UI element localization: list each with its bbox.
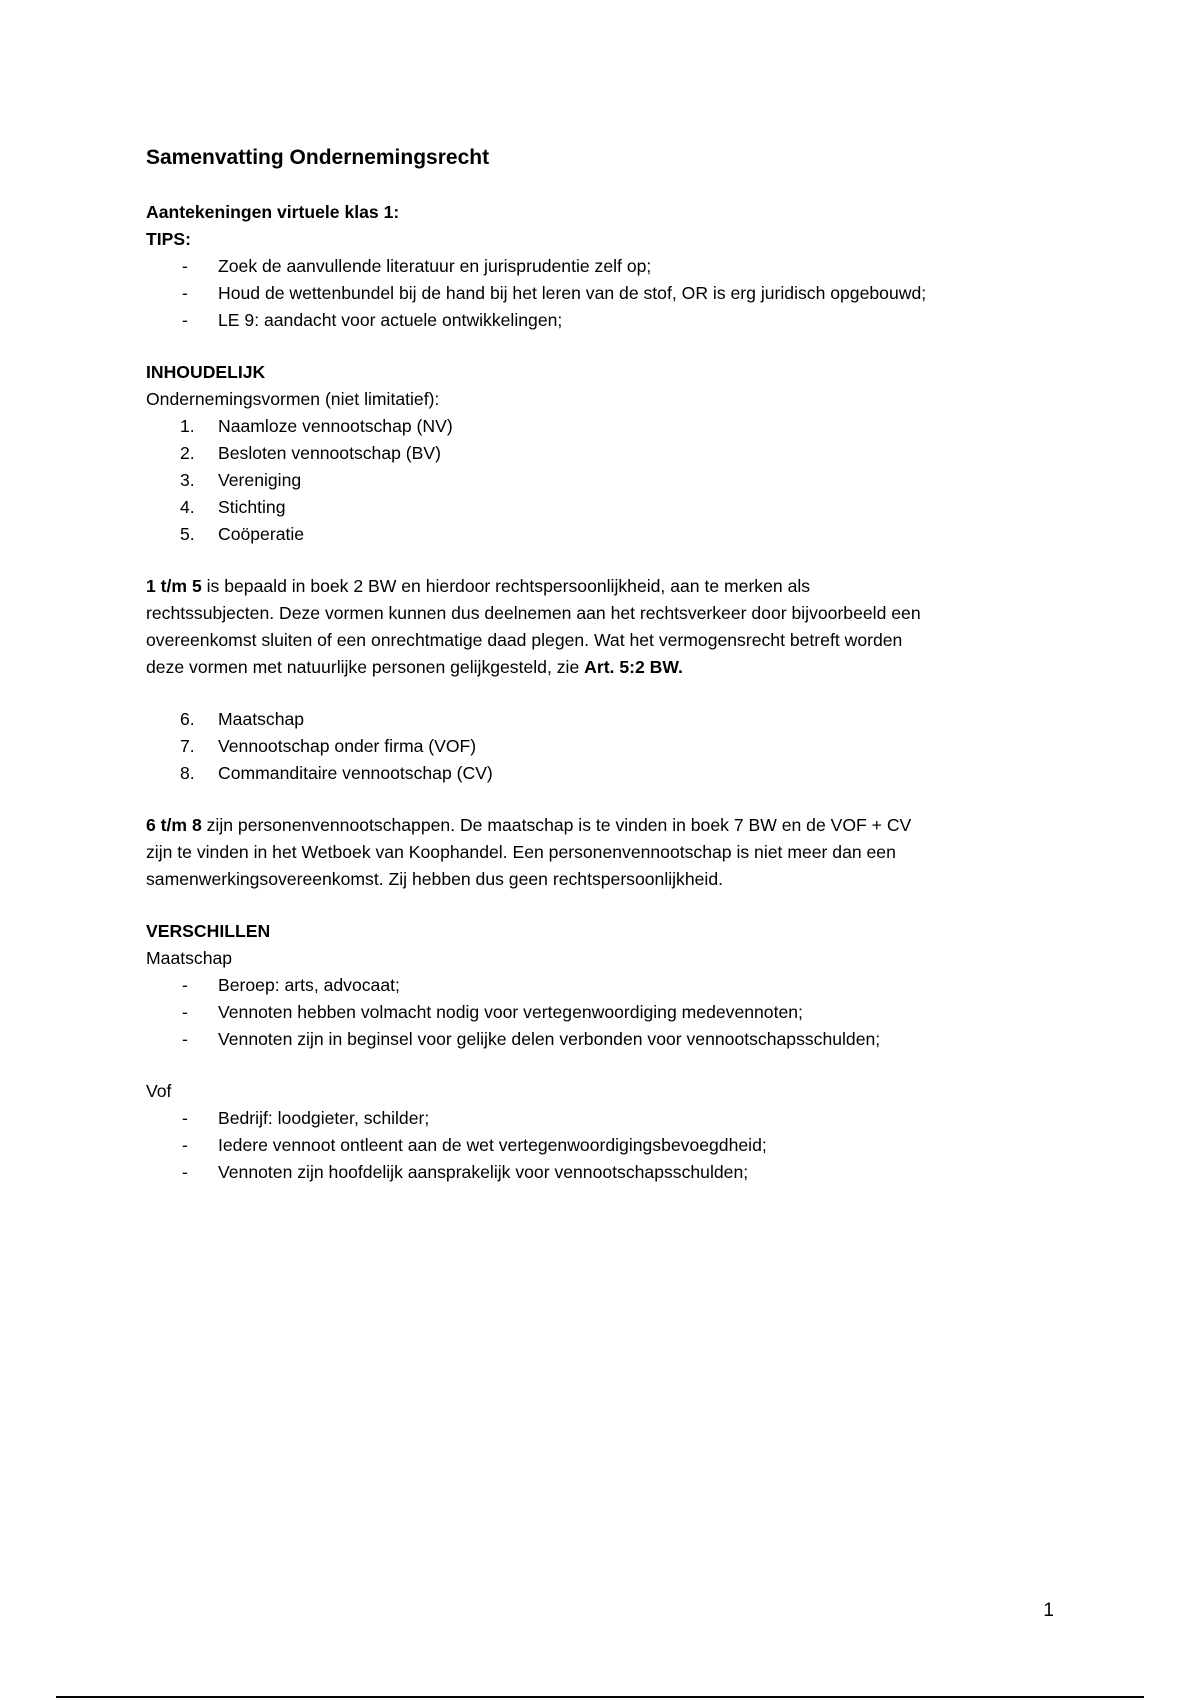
list-number: 5.: [180, 524, 195, 544]
list-item: [146, 521, 1056, 548]
list-item-text: Maatschap: [218, 709, 305, 729]
spacer: [146, 334, 1056, 359]
list-item-text: Vennootschap onder firma (VOF): [218, 736, 477, 756]
dash-marker: -: [182, 283, 188, 303]
tips-heading: TIPS:: [146, 229, 191, 249]
list-item-text: Vennoten hebben volmacht nodig voor vertegenwoordiging medevennoten;: [218, 1002, 803, 1022]
list-item: [146, 972, 1056, 999]
list-item: [146, 253, 1056, 280]
vof-label: Vof: [146, 1081, 172, 1101]
dash-marker: -: [182, 1108, 188, 1128]
paragraph-lead: 6 t/m 8: [146, 815, 202, 835]
dash-marker: -: [182, 1135, 188, 1155]
paragraph-line: rechtssubjecten. Deze vormen kunnen dus deelnemen aan het rechtsverkeer door bijvoorbeeld een: [146, 603, 921, 623]
vof-list: [146, 1105, 1056, 1186]
list-item-text: Beroep: arts, advocaat;: [218, 975, 400, 995]
list-item-text: Bedrijf: loodgieter, schilder;: [218, 1108, 430, 1128]
ondernemingsvormen-list-2: [146, 706, 1056, 787]
paragraph-text: zijn personenvennootschappen. De maatschap is te vinden in boek 7 BW en de VOF + CV: [201, 815, 912, 835]
list-item-text: Vereniging: [218, 470, 302, 490]
inhoudelijk-heading: INHOUDELIJK: [146, 362, 266, 382]
list-item-text: Iedere vennoot ontleent aan de wet vertegenwoordigingsbevoegdheid;: [218, 1135, 767, 1155]
list-item-text: Naamloze vennootschap (NV): [218, 416, 453, 436]
article-reference: Art. 5:2 BW.: [584, 657, 683, 677]
list-item: [146, 1026, 1056, 1053]
dash-marker: -: [182, 1162, 188, 1182]
dash-marker: -: [182, 1029, 188, 1049]
paragraph-rechtspersonen: [146, 573, 1056, 681]
list-item: [146, 280, 1056, 307]
paragraph-line: overeenkomst sluiten of een onrechtmatige daad plegen. Wat het vermogensrecht betreft worden: [146, 630, 903, 650]
list-number: 6.: [180, 709, 195, 729]
list-item: [146, 999, 1056, 1026]
spacer: [146, 787, 1056, 812]
page-number: 1: [1043, 1600, 1054, 1621]
list-item: [146, 760, 1056, 787]
list-item: [146, 413, 1056, 440]
paragraph-personenvennootschappen: [146, 812, 1056, 893]
dash-marker: -: [182, 975, 188, 995]
paragraph-text: deze vormen met natuurlijke personen gelijkgesteld, zie: [146, 657, 585, 677]
list-number: 3.: [180, 470, 195, 490]
list-item-text: Besloten vennootschap (BV): [218, 443, 441, 463]
document-body: [146, 144, 1056, 1186]
paragraph-line: [146, 654, 1056, 681]
ondernemingsvormen-intro: Ondernemingsvormen (niet limitatief):: [146, 389, 440, 409]
list-item-text: Commanditaire vennootschap (CV): [218, 763, 493, 783]
list-item: [146, 307, 1056, 334]
maatschap-list: [146, 972, 1056, 1053]
paragraph-lead: 1 t/m 5: [146, 576, 202, 596]
paragraph-line: samenwerkingsovereenkomst. Zij hebben dus geen rechtspersoonlijkheid.: [146, 869, 724, 889]
list-item: [146, 733, 1056, 760]
list-number: 8.: [180, 763, 195, 783]
list-item-text: Coöperatie: [218, 524, 305, 544]
list-item-text: Zoek de aanvullende literatuur en jurisprudentie zelf op;: [218, 256, 652, 276]
verschillen-heading: VERSCHILLEN: [146, 921, 271, 941]
dash-marker: -: [182, 256, 188, 276]
list-item: [146, 1105, 1056, 1132]
ondernemingsvormen-list-1: [146, 413, 1056, 548]
list-number: 7.: [180, 736, 195, 756]
paragraph-text: is bepaald in boek 2 BW en hierdoor rechtspersoonlijkheid, aan te merken als: [201, 576, 811, 596]
list-item-text: Vennoten zijn hoofdelijk aansprakelijk voor vennootschapsschulden;: [218, 1162, 749, 1182]
list-item: [146, 494, 1056, 521]
paragraph-line: [146, 812, 1056, 839]
list-number: 2.: [180, 443, 195, 463]
maatschap-label: Maatschap: [146, 948, 233, 968]
list-number: 1.: [180, 416, 195, 436]
tips-list: [146, 253, 1056, 334]
footer-divider: [56, 1696, 1144, 1698]
list-item-text: Vennoten zijn in beginsel voor gelijke delen verbonden voor vennootschapsschulden;: [218, 1029, 881, 1049]
list-item: [146, 467, 1056, 494]
dash-marker: -: [182, 1002, 188, 1022]
list-item: [146, 1132, 1056, 1159]
list-number: 4.: [180, 497, 195, 517]
list-item-text: Stichting: [218, 497, 286, 517]
spacer: [146, 681, 1056, 706]
paragraph-line: [146, 573, 1056, 600]
list-item: [146, 440, 1056, 467]
document-title: Samenvatting Ondernemingsrecht: [146, 146, 490, 169]
dash-marker: -: [182, 310, 188, 330]
list-item: [146, 1159, 1056, 1186]
spacer: [146, 548, 1056, 573]
notes-heading: Aantekeningen virtuele klas 1:: [146, 202, 400, 222]
list-item: [146, 706, 1056, 733]
list-item-text: Houd de wettenbundel bij de hand bij het leren van de stof, OR is erg juridisch opgebouwd;: [218, 283, 927, 303]
paragraph-line: zijn te vinden in het Wetboek van Koophandel. Een personenvennootschap is niet meer dan een: [146, 842, 896, 862]
spacer: [146, 1053, 1056, 1078]
spacer: [146, 893, 1056, 918]
list-item-text: LE 9: aandacht voor actuele ontwikkelingen;: [218, 310, 563, 330]
